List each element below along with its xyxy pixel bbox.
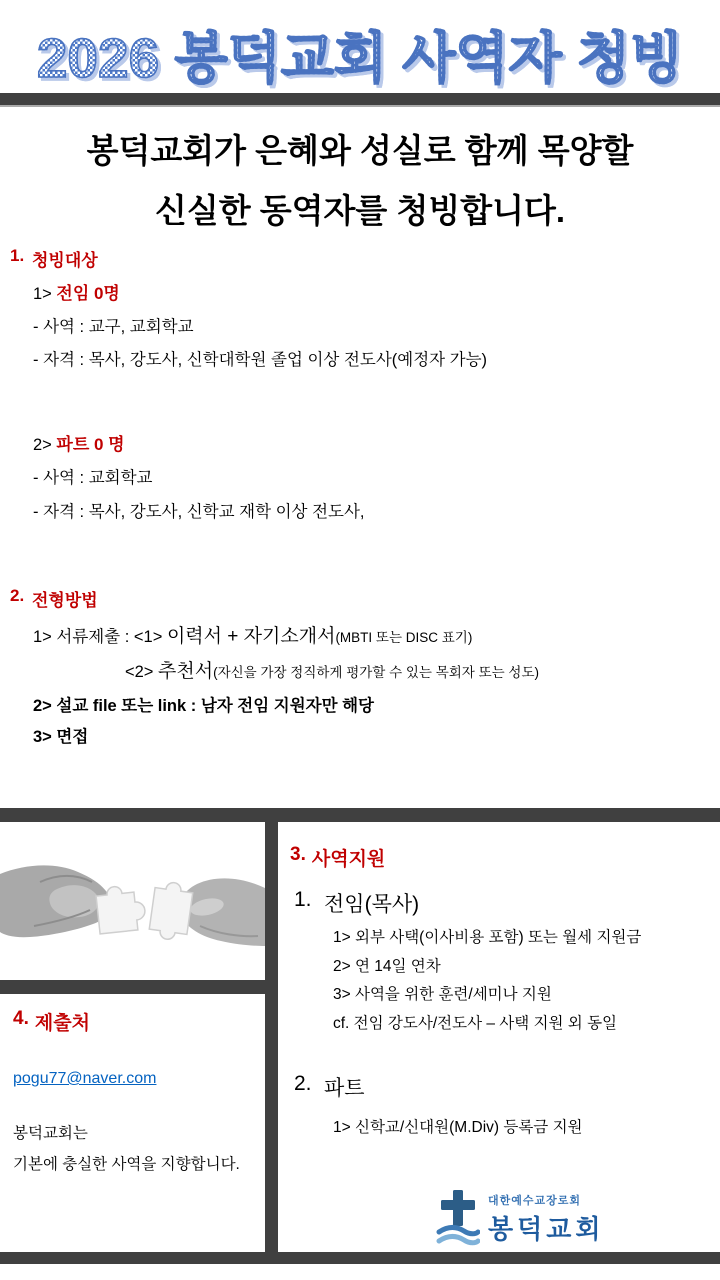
- section1-heading: [10, 246, 98, 271]
- logo-text: [488, 1192, 604, 1246]
- support-item: cf. 전임 강도사/전도사 – 사택 지원 외 동일: [333, 1014, 618, 1032]
- section3-group1-heading: [294, 888, 419, 918]
- section2-line4: 3> 면접: [33, 728, 89, 746]
- group1-title: 전임 0명: [56, 284, 120, 303]
- line1-prefix: 1> 서류제출 : <1>: [33, 628, 167, 646]
- section2-number: 2.: [10, 586, 25, 605]
- section1-group1-item2: - 자격 : 목사, 강도사, 신학대학원 졸업 이상 전도사(예정자 가능): [33, 351, 488, 369]
- denomination-label: 대한예수교장로회: [488, 1195, 582, 1207]
- tagline-line-1: 봉덕교회는: [13, 1125, 88, 1142]
- section1-group2-item1: - 사역 : 교회학교: [33, 469, 153, 487]
- group2-number: 2.: [294, 1072, 312, 1095]
- section3-number: 3.: [290, 844, 306, 865]
- puzzle-hands-illustration: [0, 822, 265, 980]
- section1-group2-item2: - 자격 : 목사, 강도사, 신학교 재학 이상 전도사,: [33, 503, 365, 521]
- line2-note: (자신을 가장 정직하게 평가할 수 있는 목회자 또는 성도): [213, 665, 540, 680]
- group2-marker: 2>: [33, 436, 52, 454]
- section1-title: 청빙대상: [32, 251, 98, 270]
- support-item: 1> 외부 사택(이사비용 포함) 또는 월세 지원금: [333, 929, 642, 946]
- section2-heading: [10, 586, 98, 611]
- section3-group1-items: [333, 924, 641, 1038]
- section1-number: 1.: [10, 246, 25, 265]
- section1-group2-heading: [33, 430, 125, 455]
- section1-group1-heading: [33, 279, 120, 304]
- section3-group2-items: [333, 1114, 583, 1143]
- intro-statement: [0, 121, 720, 241]
- support-item: 3> 사역을 위한 훈련/세미나 지원: [333, 986, 552, 1003]
- group2-heading: 파트: [324, 1077, 365, 1100]
- section3-group2-heading: [294, 1072, 365, 1102]
- submit-panel: [0, 994, 265, 1252]
- section2-title: 전형방법: [32, 591, 98, 610]
- page-title: 2026 봉덕교회 사역자 청빙: [0, 14, 720, 93]
- puzzle-hands-photo: [0, 822, 265, 980]
- group1-heading: 전임(목사): [324, 893, 420, 916]
- section4-number: 4.: [13, 1008, 29, 1029]
- line2-main: 추천서: [158, 661, 214, 682]
- church-tagline: [13, 1118, 240, 1180]
- cross-waves-icon: [436, 1190, 480, 1246]
- church-logo: [436, 1190, 604, 1246]
- line2-prefix: <2>: [125, 663, 159, 681]
- group1-number: 1.: [294, 888, 312, 911]
- support-panel: [278, 822, 720, 1252]
- section4-heading: [13, 1008, 90, 1035]
- section2-line3: 2> 설교 file 또는 link : 남자 전임 지원자만 해당: [33, 697, 374, 715]
- section3-title: 사역지원: [311, 849, 386, 870]
- group2-title: 파트 0 명: [56, 435, 125, 454]
- section2-line1: [33, 621, 472, 648]
- intro-line-1: 봉덕교회가 은혜와 성실로 함께 목양할: [86, 132, 634, 169]
- group1-marker: 1>: [33, 285, 52, 303]
- section2-line2: [125, 656, 539, 683]
- section3-heading: [290, 844, 385, 871]
- section4-title: 제출처: [34, 1013, 90, 1034]
- church-name-label: 봉덕교회: [488, 1214, 605, 1244]
- support-item: 2> 연 14일 연차: [333, 957, 441, 975]
- line1-main: 이력서 + 자기소개서: [166, 626, 336, 647]
- email-link[interactable]: pogu77@naver.com: [13, 1070, 157, 1087]
- support-item: 1> 신학교/신대원(M.Div) 등록금 지원: [333, 1119, 583, 1136]
- intro-line-2: 신실한 동역자를 청빙합니다.: [154, 192, 566, 229]
- section1-group1-item1: - 사역 : 교구, 교회학교: [33, 318, 194, 336]
- line1-note: (MBTI 또는 DISC 표기): [335, 630, 473, 645]
- tagline-line-2: 기본에 충실한 사역을 지향합니다.: [13, 1156, 240, 1173]
- top-divider-bar: [0, 93, 720, 107]
